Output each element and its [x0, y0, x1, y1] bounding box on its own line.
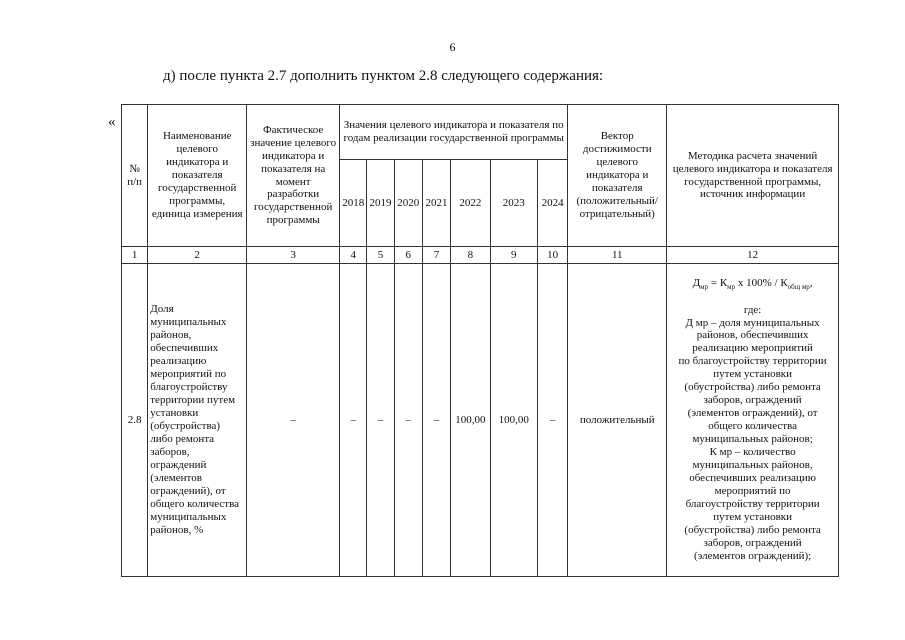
- method-line: мероприятий по: [714, 485, 791, 498]
- method-line: по благоустройству территории: [678, 355, 827, 368]
- row-num: 2.8: [122, 264, 148, 577]
- header-fact: Фактическое значение целевого индикатора и показателя на момент разработки государственной программы: [247, 105, 340, 247]
- column-number: 12: [667, 247, 839, 264]
- row-year-value: –: [367, 264, 394, 577]
- table-row: [122, 264, 839, 577]
- column-number: 5: [367, 247, 394, 264]
- method-formula: $Д_{мр} = К_{мр}$ х $100\% / К_{общ мр}$,: [692, 277, 813, 292]
- page-number: 6: [449, 40, 456, 54]
- header-values-group: Значения целевого индикатора и показателя по годам реализации государственной программы: [340, 105, 568, 160]
- row-year-value: –: [537, 264, 567, 577]
- row-year-value: –: [340, 264, 367, 577]
- header-name: Наименование целевого индикатора и показателя государственной программы, единица измерения: [148, 105, 247, 247]
- method-line: муниципальных районов;: [692, 433, 813, 446]
- row-name: Доля муниципальных районов, обеспечивших реализацию мероприятий по благоустройству территории путем установки (обустройства) либо ремонта заборов, ограждений (элементов ограждений), от общего количества муниципальных районов, %: [148, 264, 247, 577]
- row-year-value: –: [422, 264, 450, 577]
- method-line: благоустройству территории: [685, 498, 820, 511]
- method-line: заборов, ограждений: [703, 394, 802, 407]
- method-line: (элементов ограждений), от: [687, 407, 818, 420]
- method-line: Д мр – доля муниципальных: [685, 316, 820, 329]
- method-line: районов, обеспечивших: [696, 329, 809, 342]
- header-year: 2022: [451, 160, 490, 247]
- method-line: общего количества: [708, 420, 797, 433]
- method-line: (обустройства) либо ремонта: [684, 381, 821, 394]
- method-line: заборов, ограждений: [703, 536, 802, 549]
- method-line: (обустройства) либо ремонта: [684, 524, 821, 536]
- method-line: путем установки: [713, 511, 793, 524]
- method-line: муниципальных районов,: [692, 459, 813, 472]
- method-line: К мр – количество: [709, 446, 796, 459]
- row-year-value: –: [394, 264, 422, 577]
- header-method: Методика расчета значений целевого индикатора и показателя государственной программы, источник информации: [667, 105, 839, 247]
- column-number: 3: [247, 247, 340, 264]
- method-line: реализацию мероприятий: [692, 342, 813, 355]
- header-year: 2023: [490, 160, 537, 247]
- column-number: 4: [340, 247, 367, 264]
- column-number: 7: [422, 247, 450, 264]
- method-line: путем установки: [713, 368, 793, 381]
- header-vector: Вектор достижимости целевого индикатора и показателя (положительный/ отрицательный): [568, 105, 667, 247]
- row-year-value: 100,00: [490, 264, 537, 577]
- row-vector: положительный: [568, 264, 667, 577]
- column-number: 2: [148, 247, 247, 264]
- header-num: № п/п: [122, 105, 148, 247]
- method-description: [669, 304, 836, 563]
- header-year: 2020: [394, 160, 422, 247]
- column-number: 1: [122, 247, 148, 264]
- indicator-table: [121, 104, 839, 577]
- column-number: 11: [568, 247, 667, 264]
- quote-mark: «: [108, 114, 116, 130]
- row-method: [667, 264, 839, 577]
- column-number: 9: [490, 247, 537, 264]
- row-fact: –: [247, 264, 340, 577]
- row-year-value: 100,00: [451, 264, 490, 577]
- header-year: 2018: [340, 160, 367, 247]
- header-year: 2024: [537, 160, 567, 247]
- column-number: 8: [451, 247, 490, 264]
- column-number: 6: [394, 247, 422, 264]
- column-number: 10: [537, 247, 567, 264]
- header-year: 2019: [367, 160, 394, 247]
- method-line: где:: [743, 303, 762, 316]
- header-year: 2021: [422, 160, 450, 247]
- method-line: обеспечивших реализацию: [689, 472, 816, 485]
- intro-text: д) после пункта 2.7 дополнить пунктом 2.8 следующего содержания:: [163, 68, 604, 84]
- method-line: (элементов ограждений);: [693, 549, 812, 562]
